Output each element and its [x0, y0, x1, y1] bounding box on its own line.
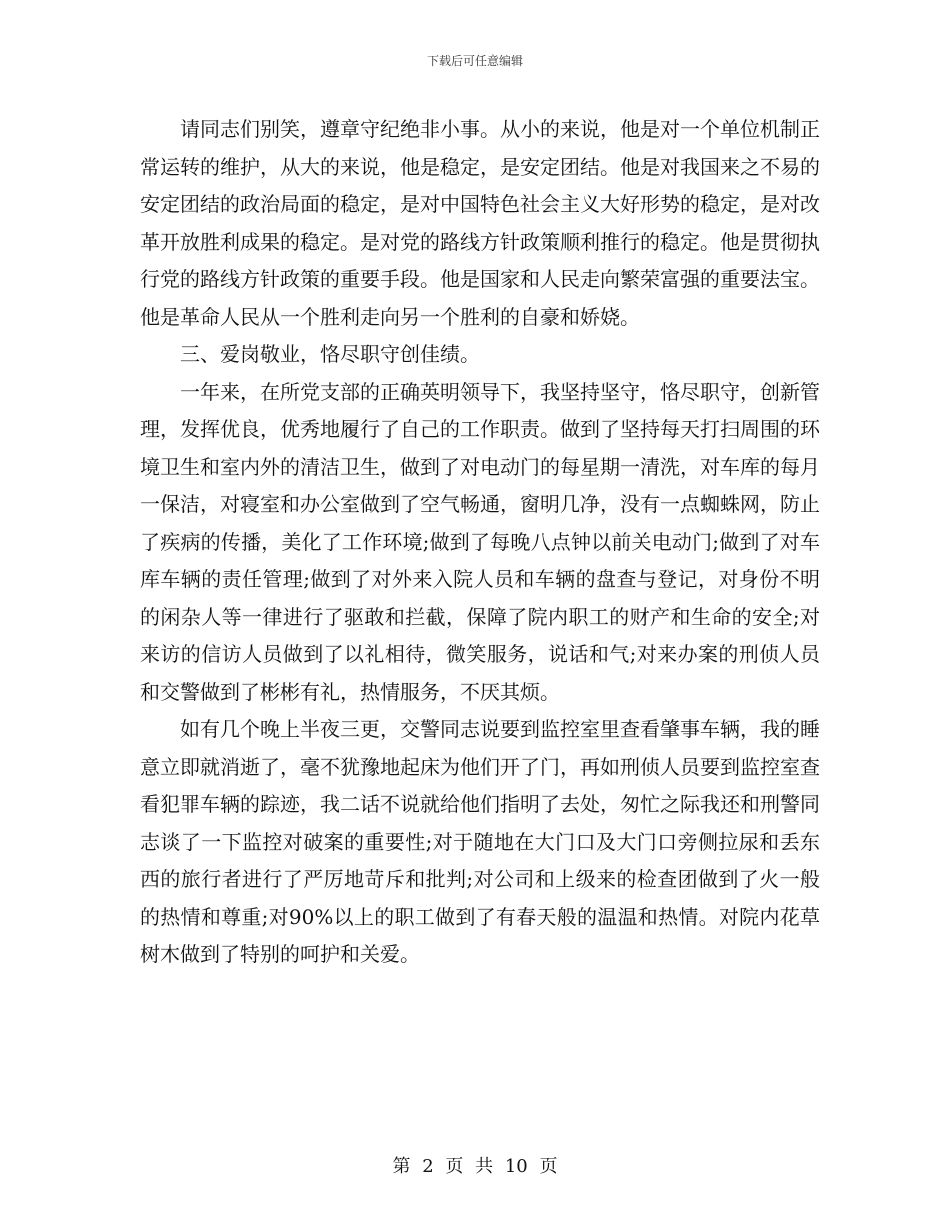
paragraph-duties: 一年来，在所党支部的正确英明领导下，我坚持坚守，恪尽职守，创新管理，发挥优良，优秀地履行了自己的工作职责。做到了坚持每天打扫周围的环境卫生和室内外的清洁卫生，做到了对电动门的每星期一清洗，对车库的每月一保洁，对寝室和办公室做到了空气畅通，窗明几净，没有一点蜘蛛网，防止了疾病的传播，美化了工作环境;做到了每晚八点钟以前关电动门;做到了对车库车辆的责任管理;做到了对外来入院人员和车辆的盘查与登记，对身份不明的闲杂人等一律进行了驱敢和拦截，保障了院内职工的财产和生命的安全;对来访的信访人员做到了以礼相待，微笑服务，说话和气;对来办案的刑侦人员和交警做到了彬彬有礼，热情服务，不厌其烦。	[140, 379, 820, 704]
paragraph-discipline: 请同志们别笑，遵章守纪绝非小事。从小的来说，他是对一个单位机制正常运转的维护，从大的来说，他是稳定，是安定团结。他是对我国来之不易的安定团结的政治局面的稳定，是对中国特色社会主义大好形势的稳定，是对改革开放胜利成果的稳定。是对党的路线方针政策顺利推行的稳定。他是贯彻执行党的路线方针政策的重要手段。他是国家和人民走向繁荣富强的重要法宝。他是革命人民从一个胜利走向另一个胜利的自豪和娇娆。	[140, 117, 820, 329]
page-header: 下载后可任意编辑	[426, 54, 523, 68]
document-body	[140, 111, 820, 974]
section-heading: 三、爱岗敬业，恪尽职守创佳绩。	[180, 342, 480, 366]
page-footer: 第 2 页 共 10 页	[392, 1156, 558, 1177]
paragraph-examples: 如有几个晚上半夜三更，交警同志说要到监控室里查看肇事车辆，我的睡意立即就消逝了，毫不犹豫地起床为他们开了门，再如刑侦人员要到监控室查看犯罪车辆的踪迹，我二话不说就给他们指明了去处，匆忙之际我还和刑警同志谈了一下监控对破案的重要性;对于随地在大门口及大门口旁侧拉尿和丢东西的旅行者进行了严厉地苛斥和批判;对公司和上级来的检查团做到了火一般的热情和尊重;对90%以上的职工做到了有春天般的温温和热情。对院内花草树木做到了特别的呵护和关爱。	[140, 717, 820, 966]
